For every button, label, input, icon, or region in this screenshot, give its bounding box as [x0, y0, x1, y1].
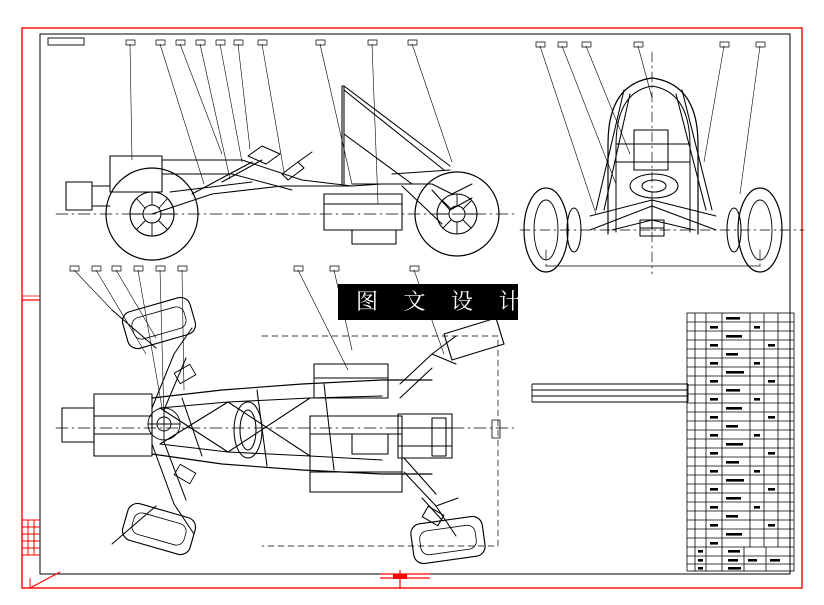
side-view — [52, 34, 522, 264]
watermark-title: 图 文 设 计 — [338, 284, 518, 320]
front-view — [512, 34, 812, 284]
bill-of-materials — [686, 312, 796, 574]
dimension-note-block — [530, 380, 690, 410]
